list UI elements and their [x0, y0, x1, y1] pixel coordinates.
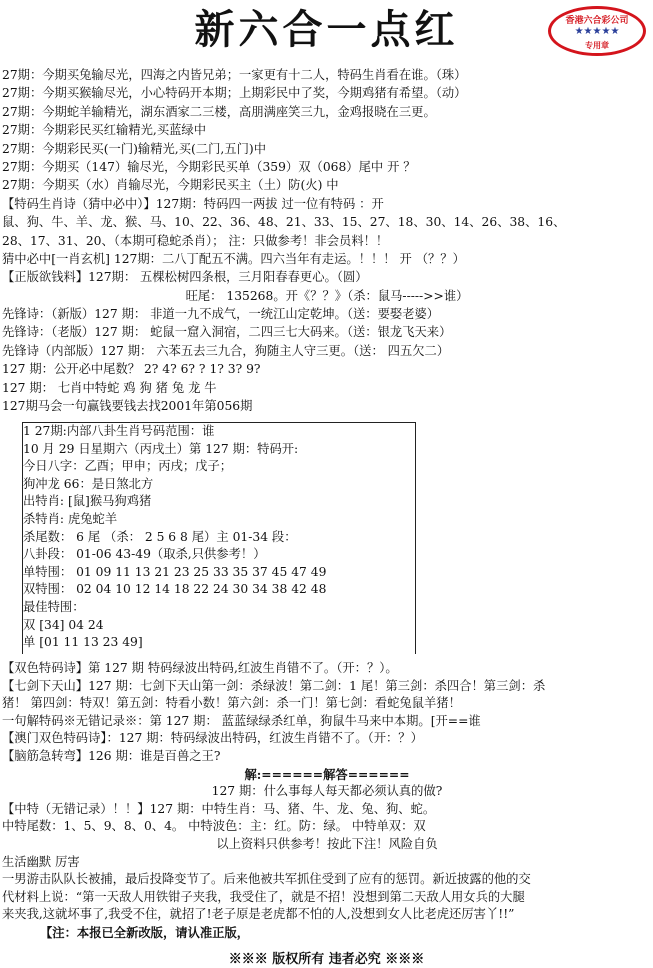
- text-line: 先锋诗：（老版）127 期： 蛇鼠一窟入洞宿，二四三七大码来。（送：银龙飞天来）: [2, 325, 452, 340]
- seal-stars-icon: ★★★★★: [574, 26, 620, 37]
- text-line: 【脑筋急转弯】126 期：谁是百兽之王?: [2, 748, 221, 763]
- text-line: 猜中必中[一肖玄机] 127期：二八丁配五不满。四六当年有走运。！！！ 开 （？？）: [2, 251, 465, 266]
- text-line: 27期：今期买（147）输尽光，今期彩民买单（359）双（068）尾中 开 ？: [2, 159, 416, 174]
- text-line: 【双色特码诗】第 127 期 特码绿波出特码,红波生肖错不了。（开：？）。: [2, 661, 398, 675]
- text-line: 以上资料只供参考！按此下注！风险自负: [216, 836, 438, 851]
- text-line: 27期：今期彩民买红输精光,买蓝绿中: [2, 123, 207, 138]
- text-line: 【注：本报已全新改版，请认准正版，: [40, 924, 250, 940]
- box-line: 双特围： 02 04 10 12 14 18 22 24 30 34 38 42 48: [23, 582, 327, 597]
- text-line: 127 期：公开必中尾数？ 2? 4? 6? ? 1? 3? 9?: [2, 362, 261, 377]
- text-line: 27期：今期买兔输尽光，四海之内皆兄弟；一家更有十二人，特码生肖看在谁。（珠）: [2, 68, 467, 82]
- seal-label: 专用章: [585, 41, 609, 50]
- box-line: 1 27期:内部八卦生肖号码范围：谁: [23, 424, 215, 438]
- text-line: 【中特（无错记录）！！】127 期：中特生肖：马、猪、牛、龙、兔、狗、蛇。: [2, 801, 436, 816]
- text-line: 27期：今期买猴输尽光，小心特码开本期；上期彩民中了奖，今期鸡猪有希望。（动）: [2, 86, 467, 101]
- text-line: 来夹我,这就坏事了,我受不住，就招了!老子原是老虎都不怕的人,没想到女人比老虎还厉害丫!!”: [2, 907, 515, 922]
- lower-section: [2, 660, 652, 942]
- text-line: 127 期： 七肖中特蛇 鸡 狗 猪 兔 龙 牛: [2, 380, 217, 395]
- text-line: 鼠、狗、牛、羊、龙、猴、马、10、22、36、48、21、33、15、27、18、30、14、26、38、16、: [2, 215, 566, 230]
- text-line: 【特码生肖诗（猜中必中）】127期：特码四一两拔 过一位有特码 ：开: [2, 196, 384, 211]
- text-line: 27期：今期买（水）肖输尽光，今期彩民买主（土）防(火) 中: [2, 178, 339, 193]
- box-line: 出特肖: [鼠]猴马狗鸡猪: [23, 494, 152, 509]
- box-line: 10 月 29 日星期六（丙戌土）第 127 期：特码开:: [23, 441, 299, 456]
- text-line: 【七剑下天山】127 期：七剑下天山第一剑：杀绿波！第二剑：1 尾！第三剑：杀四合！第三剑：杀: [2, 678, 546, 693]
- box-line: 单 [01 11 13 23 49]: [23, 635, 143, 650]
- text-line: 先锋诗（内部版）127 期： 六苯五去三九合，狗随主人守三更。（送： 四五欠二）: [2, 343, 450, 358]
- text-line: 代材料上说：“第一天敌人用铁钳子夹我，我受住了，就是不招！没想到第二天敌人用女兵的大腿: [2, 889, 525, 904]
- box-line: 杀尾数： 6 尾 （杀： 2 5 6 8 尾）主 01-34 段：: [23, 529, 297, 544]
- text-line: 27期：今期彩民买(一门)输精光,买(二门,五门)中: [2, 141, 266, 156]
- seal-company-name: 香港六合彩公司: [565, 16, 629, 26]
- text-line: 一男游击队队长被捕，最后投降变节了。后来他被共军抓住受到了应有的惩罚。新近披露的他的交: [2, 872, 531, 887]
- company-seal: [548, 6, 646, 56]
- text-line: 生活幽默 厉害: [2, 854, 80, 869]
- inner-box: [22, 422, 416, 654]
- copyright-footer: ※※※ 版权所有 违者必究 ※※※: [228, 952, 425, 967]
- text-line: 【澳门双色特码诗】：127 期：特码绿波出特码，红波生肖错不了。（开：？）: [2, 731, 423, 746]
- text-line: 一句解特码※无错记录※：第 127 期： 蓝蓝绿绿杀红单，狗鼠牛马来中本期。[开==谁: [2, 713, 481, 728]
- text-line: 127 期：什么事每人每天都必须认真的做?: [211, 784, 443, 799]
- text-line: 127期马会一句赢钱要钱去找2001年第056期: [2, 399, 253, 414]
- text-line: 【正版欲钱料】127期： 五棵松树四条根，三月阳春春更心。（圆）: [2, 270, 368, 285]
- text-line: 28、17、31、20、（本期可稳蛇杀肖）； 注：只做参考！非会员料！！: [2, 233, 389, 248]
- box-line: 狗冲龙 66：是日煞北方: [23, 476, 154, 491]
- text-line: 解:======解答======: [244, 766, 410, 782]
- top-section: [2, 66, 652, 415]
- text-line: 27期：今期蛇羊输精光，湖东酒家二三楼，高朋满座笑三九，金鸡报晓在三更。: [2, 104, 436, 119]
- text-line: 中特尾数：1、5、9、8、0、4。 中特波色：主：红。防：绿。 中特单双：双: [2, 819, 426, 834]
- page-title: 新六合一点红: [194, 6, 459, 53]
- box-line: 今日八字：乙酉；甲申；丙戌；戊子；: [23, 459, 233, 474]
- text-line: 旺尾： 135268。开《？？》（杀：鼠马----->>谁）: [185, 288, 469, 303]
- box-line: 单特围： 01 09 11 13 21 23 25 33 35 37 45 47 49: [23, 564, 327, 579]
- text-line: 猪！ 第四剑：特双！第五剑：特看小数！第六剑：杀一门！第七剑：看蛇兔鼠羊猪！: [2, 696, 461, 711]
- box-line: 最佳特围：: [23, 599, 85, 614]
- box-line: 八卦段： 01-06 43-49（取杀,只供参考！）: [23, 547, 266, 562]
- box-line: 杀特肖: 虎兔蛇羊: [23, 511, 118, 526]
- box-line: 双 [34] 04 24: [23, 617, 104, 632]
- text-line: 先锋诗：（新版）127 期： 非道一九不成气，一统江山定乾坤。（送：要娶老婆）: [2, 307, 440, 322]
